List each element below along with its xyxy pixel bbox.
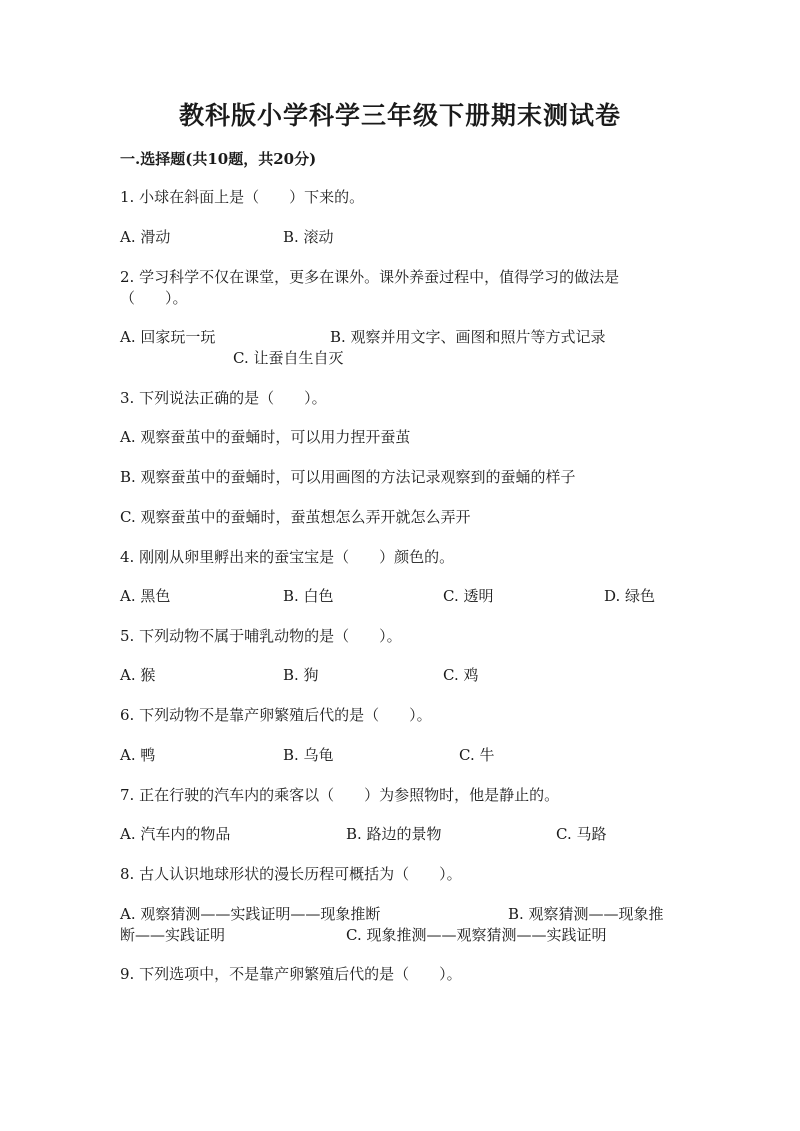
question-7-stem: 7. 正在行驶的汽车内的乘客以（ ）为参照物时，他是静止的。 [120,786,560,804]
question-2-stem-cont: （ ）。 [120,289,188,307]
question-2-option-a: A. 回家玩一玩 [120,328,216,346]
question-3-option-c: C. 观察蚕茧中的蚕蛹时，蚕茧想怎么弄开就怎么弄开 [120,508,471,526]
question-2-stem: 2. 学习科学不仅在课堂，更多在课外。课外养蚕过程中，值得学习的做法是 [120,268,620,286]
question-5-stem: 5. 下列动物不属于哺乳动物的是（ ）。 [120,627,402,645]
question-4-option-d: D. 绿色 [604,587,656,605]
question-5-option-c: C. 鸡 [443,666,479,684]
question-1-option-a: A. 滑动 [120,228,171,246]
question-6-option-c: C. 牛 [459,746,495,764]
question-7-option-a: A. 汽车内的物品 [120,825,231,843]
page-title: 教科版小学科学三年级下册期末测试卷 [178,101,621,130]
question-7-option-c: C. 马路 [556,825,607,843]
question-8-stem: 8. 古人认识地球形状的漫长历程可概括为（ ）。 [120,865,462,883]
question-8-option-c: C. 现象推测——观察猜测——实践证明 [346,926,607,944]
question-1-option-b: B. 滚动 [283,228,334,246]
question-4-stem: 4. 刚刚从卵里孵出来的蚕宝宝是（ ）颜色的。 [120,548,455,566]
question-1-stem: 1. 小球在斜面上是（ ）下来的。 [120,188,365,206]
question-8-option-b: B. 观察猜测——现象推 [508,905,664,923]
question-6-option-a: A. 鸭 [120,746,156,764]
question-6-option-b: B. 乌龟 [283,746,334,764]
question-4-option-a: A. 黑色 [120,587,171,605]
question-6-stem: 6. 下列动物不是靠产卵繁殖后代的是（ ）。 [120,706,432,724]
question-4-option-b: B. 白色 [283,587,334,605]
question-3-option-a: A. 观察蚕茧中的蚕蛹时，可以用力捏开蚕茧 [120,428,411,446]
question-2-option-c: C. 让蚕自生自灭 [233,349,344,367]
question-8-option-a: A. 观察猜测——实践证明——现象推断 [120,905,381,923]
question-5-option-b: B. 狗 [283,666,319,684]
question-9-stem: 9. 下列选项中，不是靠产卵繁殖后代的是（ ）。 [120,965,462,983]
question-7-option-b: B. 路边的景物 [346,825,442,843]
question-8-option-b-cont: 断——实践证明 [120,926,226,944]
question-4-option-c: C. 透明 [443,587,494,605]
section-heading: 一.选择题(共10题，共20分) [120,150,317,168]
question-2-option-b: B. 观察并用文字、画图和照片等方式记录 [330,328,606,346]
question-3-option-b: B. 观察蚕茧中的蚕蛹时，可以用画图的方法记录观察到的蚕蛹的样子 [120,468,576,486]
question-3-stem: 3. 下列说法正确的是（ ）。 [120,389,327,407]
question-5-option-a: A. 猴 [120,666,156,684]
